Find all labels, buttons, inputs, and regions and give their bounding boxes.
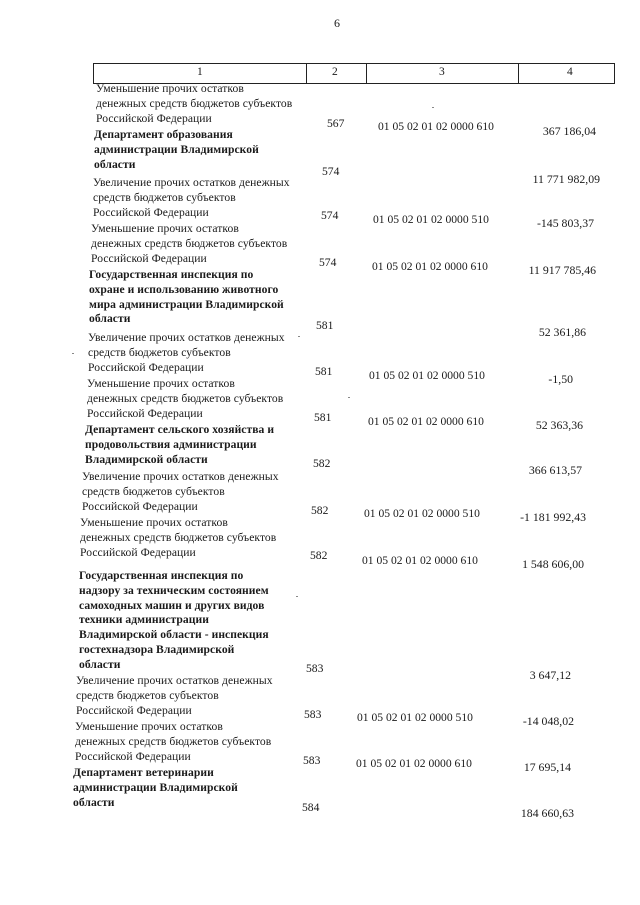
header-col-4: 4	[567, 66, 573, 78]
row-amount: -1,50	[548, 372, 573, 386]
row-description: Увеличение прочих остатков денежных средств бюджетов субъектов Российской Федерации	[82, 470, 279, 513]
row-amount: -1 181 992,43	[520, 510, 586, 524]
row-description: Увеличение прочих остатков денежных средств бюджетов субъектов Российской Федерации	[88, 331, 285, 374]
row-description: Департамент образования администрации Владимирской области	[94, 128, 259, 171]
row-code: 584	[302, 801, 320, 814]
row-description: Уменьшение прочих остатков денежных средств бюджетов субъектов Российской Федерации	[80, 516, 277, 559]
scan-speck	[348, 397, 350, 398]
row-code: 574	[319, 256, 337, 269]
header-col-1: 1	[197, 66, 203, 78]
row-description: Государственная инспекция по охране и использованию животного мира администрации Владимирской области	[89, 268, 284, 326]
row-amount: 3 647,12	[529, 668, 571, 682]
row-amount: 17 695,14	[523, 760, 571, 774]
row-description: Увеличение прочих остатков денежных средств бюджетов субъектов Российской Федерации	[93, 176, 290, 219]
scan-speck	[432, 107, 434, 108]
row-amount: 1 548 606,00	[522, 557, 584, 571]
row-description: Уменьшение прочих остатков денежных средств бюджетов субъектов Российской Федерации	[91, 222, 288, 265]
row-code: 583	[304, 708, 322, 721]
scan-speck	[72, 353, 74, 354]
scan-speck	[296, 596, 298, 597]
row-kbk: 01 05 02 01 02 0000 610	[368, 415, 484, 428]
row-code: 574	[322, 165, 340, 178]
row-amount: -14 048,02	[522, 714, 574, 728]
row-amount: -145 803,37	[536, 216, 594, 230]
row-description: Уменьшение прочих остатков денежных средств бюджетов субъектов Российской Федерации	[75, 720, 272, 763]
row-code: 582	[310, 549, 328, 562]
row-kbk: 01 05 02 01 02 0000 510	[373, 213, 489, 226]
row-code: 583	[303, 754, 321, 767]
row-amount: 366 613,57	[528, 463, 582, 477]
row-kbk: 01 05 02 01 02 0000 610	[356, 757, 472, 770]
row-amount: 52 361,86	[538, 325, 586, 339]
row-description: Уменьшение прочих остатков денежных средств бюджетов субъектов Российской Федерации	[96, 82, 293, 125]
row-code: 581	[314, 411, 332, 424]
row-kbk: 01 05 02 01 02 0000 610	[362, 554, 478, 567]
row-kbk: 01 05 02 01 02 0000 610	[378, 120, 494, 133]
row-description: Уменьшение прочих остатков денежных средств бюджетов субъектов Российской Федерации	[87, 377, 284, 420]
row-amount: 52 363,36	[535, 418, 583, 432]
row-code: 574	[321, 209, 339, 222]
row-amount: 11 917 785,46	[528, 263, 596, 277]
row-amount: 11 771 982,09	[532, 172, 600, 186]
row-code: 581	[316, 319, 334, 332]
row-kbk: 01 05 02 01 02 0000 510	[364, 507, 480, 520]
page-number: 6	[334, 16, 340, 30]
row-code: 567	[327, 117, 345, 130]
row-code: 581	[315, 365, 333, 378]
table-header	[93, 63, 615, 84]
header-col-2: 2	[332, 66, 338, 78]
row-description: Государственная инспекция по надзору за техническим состоянием самоходных машин и других видов техники администрации Владимирской области - инспекция гостехнадзора Владимирской области	[79, 569, 269, 671]
row-code: 583	[306, 662, 324, 675]
row-description: Департамент сельского хозяйства и продовольствия администрации Владимирской области	[85, 423, 275, 466]
row-amount: 184 660,63	[520, 806, 574, 820]
row-kbk: 01 05 02 01 02 0000 610	[372, 260, 488, 273]
row-code: 582	[313, 457, 331, 470]
row-amount: 367 186,04	[542, 124, 596, 138]
scan-speck	[298, 336, 300, 337]
row-kbk: 01 05 02 01 02 0000 510	[357, 711, 473, 724]
row-kbk: 01 05 02 01 02 0000 510	[369, 369, 485, 382]
header-col-3: 3	[439, 66, 445, 78]
row-code: 582	[311, 504, 329, 517]
row-description: Департамент ветеринарии администрации Владимирской области	[73, 766, 238, 809]
row-description: Увеличение прочих остатков денежных средств бюджетов субъектов Российской Федерации	[76, 674, 273, 717]
